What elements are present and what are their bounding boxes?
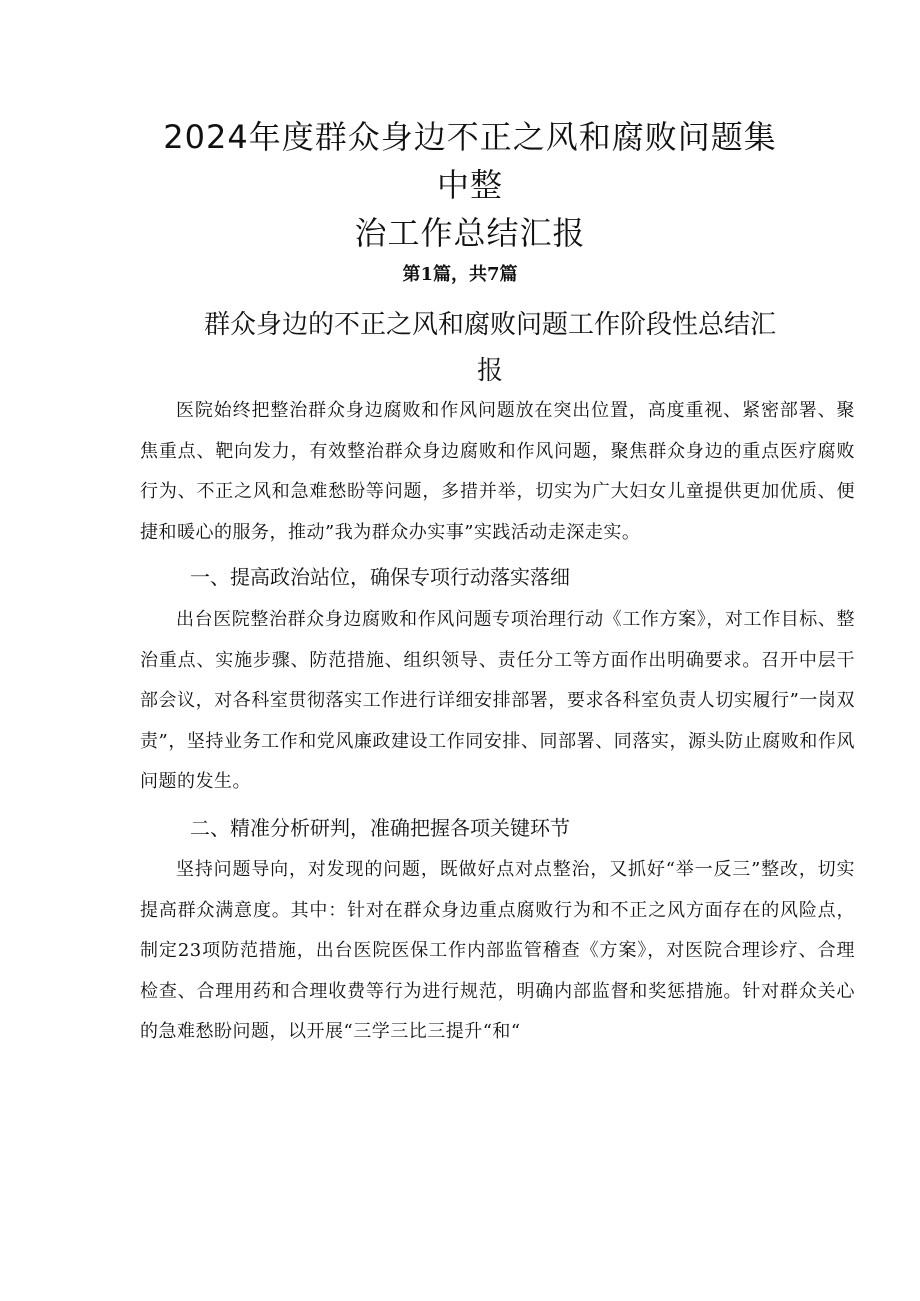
part-counter: 第1篇，共7篇	[402, 264, 518, 285]
article-title-line-2: 报	[476, 356, 503, 386]
section-heading-1: 一、提高政治站位，确保专项行动落实落细	[190, 565, 570, 589]
intro-paragraph: 医院始终把整治群众身边腐败和作风问题放在突出位置，高度重视、紧密部署、聚焦重点、靶向发力，有效整治群众身边腐败和作风问题，聚焦群众身边的重点医疗腐败行为、不正之风和急难愁盼等问题，多措并举，切实为广大妇女儿童提供更加优质、便捷和暖心的服务，推动”我为群众办实事”实践活动走深走实。	[140, 400, 855, 543]
article-title-line-1: 群众身边的不正之风和腐败问题工作阶段性总结汇	[203, 310, 776, 340]
document-title	[150, 113, 790, 257]
article-title	[190, 302, 790, 394]
section-1-paragraph: 出台医院整治群众身边腐败和作风问题专项治理行动《工作方案》，对工作目标、整治重点、实施步骤、防范措施、组织领导、责任分工等方面作出明确要求。召开中层干部会议，对各科室贯彻落实工作进行详细安排部署，要求各科室负责人切实履行”一岗双责”，坚持业务工作和党风廉政建设工作同安排、同部署、同落实，源头防止腐败和作风问题的发生。	[140, 609, 855, 792]
document-title-line-2: 治工作总结汇报	[354, 214, 586, 252]
section-heading-2: 二、精准分析研判，准确把握各项关键环节	[190, 816, 570, 840]
section-2-paragraph: 坚持问题导向，对发现的问题，既做好点对点整治，又抓好“举一反三”整改，切实提高群众满意度。其中：针对在群众身边重点腐败行为和不正之风方面存在的风险点，制定23项防范措施，出台医院医保工作内部监管稽查《方案》，对医院合理诊疗、合理检查、合理用药和合理收费等行为进行规范，明确内部监督和奖惩措施。针对群众关心的急难愁盼问题，以开展“三学三比三提升“和“	[140, 859, 855, 1042]
document-title-line-1: 2024年度群众身边不正之风和腐败问题集中整	[163, 118, 777, 204]
